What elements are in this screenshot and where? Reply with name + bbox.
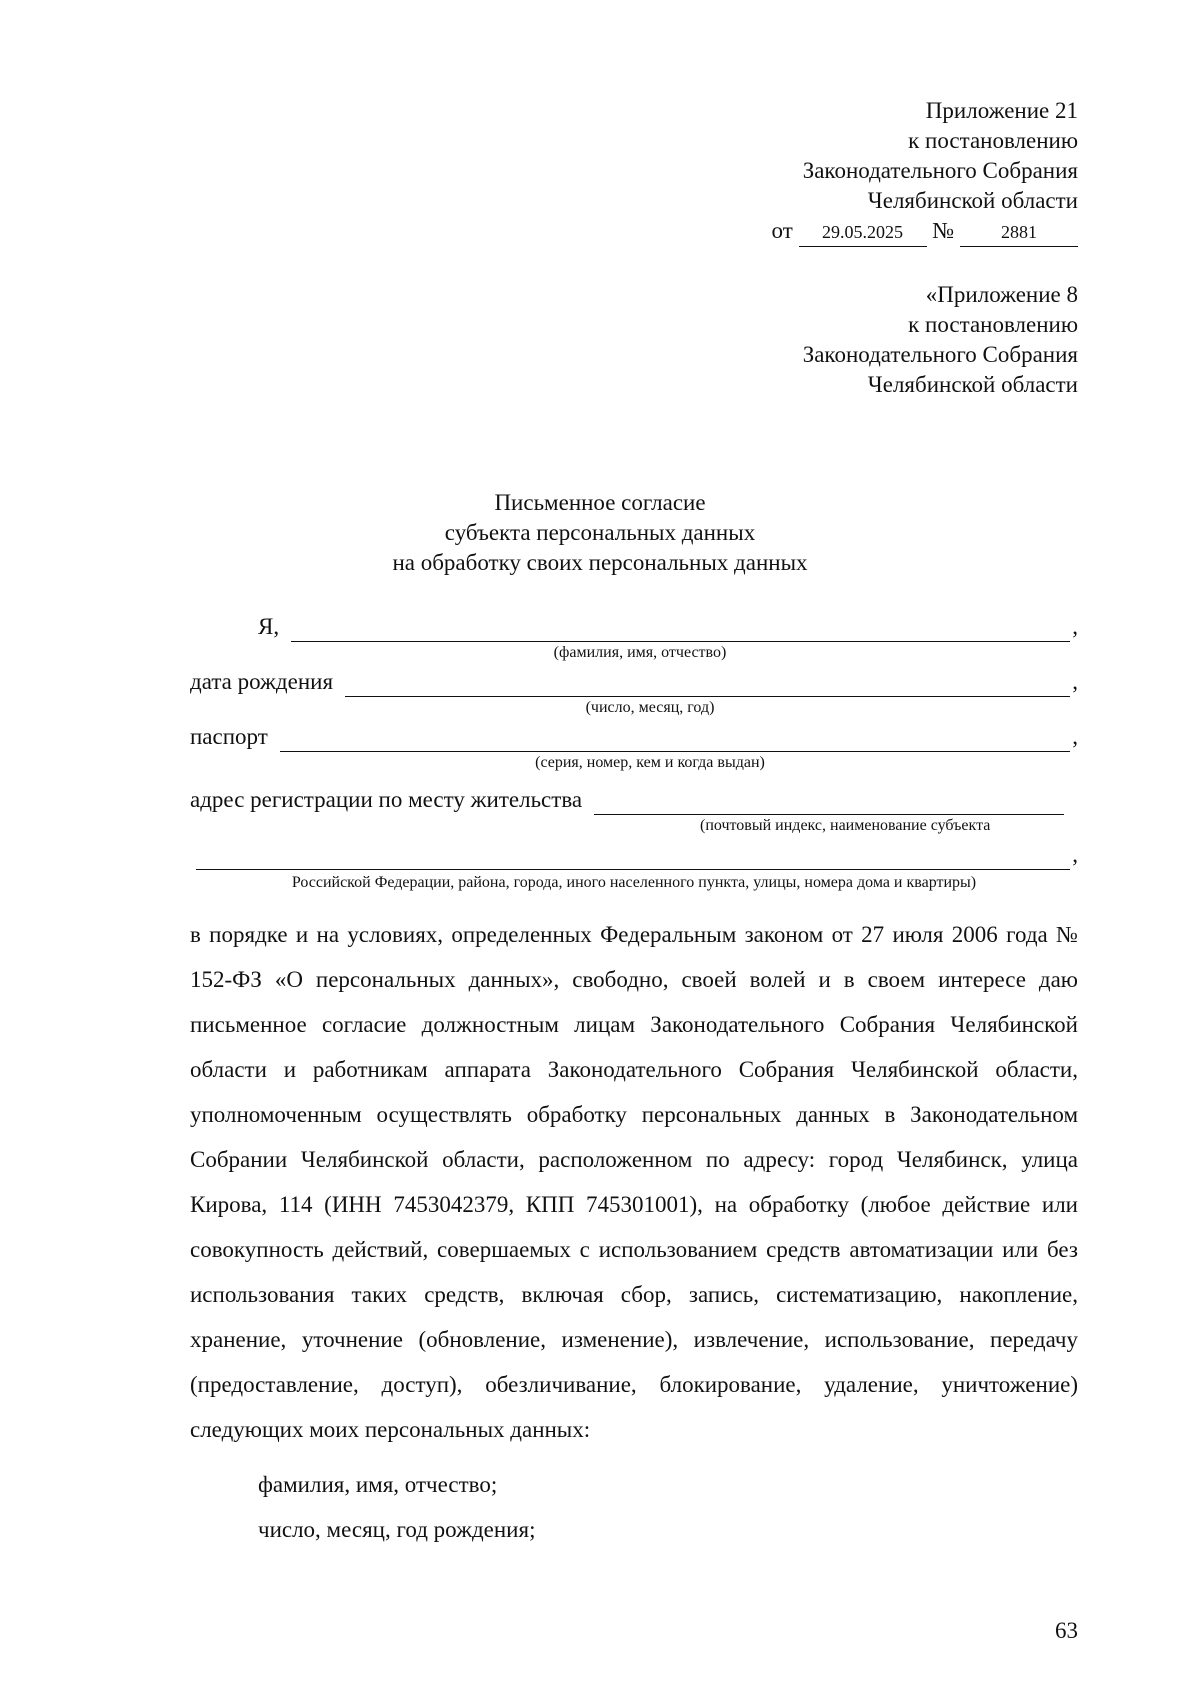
page-number: 63	[1055, 1618, 1078, 1643]
address-comma: ,	[1072, 842, 1078, 867]
passport-hint: (серия, номер, кем и когда выдан)	[535, 754, 765, 771]
address-hint-2: Российской Федерации, района, города, иного населенного пункта, улицы, номера дома и квартиры)	[291, 874, 977, 891]
original-line-2: к постановлению	[908, 312, 1078, 337]
name-label: Я,	[258, 614, 280, 639]
passport-comma: ,	[1072, 724, 1078, 749]
name-line[interactable]	[291, 619, 1070, 642]
document-title	[0, 488, 1200, 578]
address-hint-1: (почтовый индекс, наименование субъекта	[700, 817, 991, 834]
list-item: фамилия, имя, отчество;	[258, 1472, 498, 1497]
birth-date-label: дата рождения	[190, 669, 334, 694]
name-field[interactable]	[258, 612, 1078, 642]
address-label: адрес регистрации по месту жительства	[190, 787, 583, 812]
title-line-2: субъекта персональных данных	[444, 520, 756, 545]
appendix-line-1: Приложение 21	[925, 98, 1078, 123]
passport-field[interactable]	[190, 722, 1078, 752]
birth-date-line[interactable]	[345, 674, 1070, 697]
passport-label: паспорт	[190, 724, 268, 749]
birth-date-field[interactable]	[190, 667, 1078, 697]
appendix-line-2: к постановлению	[908, 128, 1078, 153]
birth-date-hint: (число, месяц, год)	[585, 699, 715, 716]
title-line-1: Письменное согласие	[494, 490, 706, 515]
original-appendix-header	[803, 280, 1078, 400]
passport-line[interactable]	[280, 729, 1070, 752]
consent-text: в порядке и на условиях, определенных Федеральным законом от 27 июля 2006 года № 152-ФЗ «О персональных данных», свободно, своей волей и в своем интересе даю письменное согласие должностным лицам Законодательного Собрания Челябинской области и работникам аппарата Законодательного Собрания Челябинской области, уполномоченным осуществлять обработку персональных данных в Законодательном Собрании Челябинской области, расположенном по адресу: город Челябинск, улица Кирова, 114 (ИНН 7453042379, КПП 745301001), на обработку (любое действие или совокупность действий, совершаемых с использованием средств автоматизации или без использования таких средств, включая сбор, запись, систематизацию, накопление, хранение, уточнение (обновление, изменение), извлечение, использование, передачу (предоставление, доступ), обезличивание, блокирование, удаление, уничтожение) следующих моих персональных данных:	[190, 922, 1078, 1442]
address-field-continued[interactable]	[196, 840, 1078, 870]
decree-date: 29.05.2025	[799, 222, 927, 247]
name-comma: ,	[1072, 614, 1078, 639]
original-line-4: Челябинской области	[867, 372, 1078, 397]
address-line-2[interactable]	[196, 847, 1070, 870]
appendix-header	[772, 96, 1078, 247]
decree-number: 2881	[960, 222, 1078, 247]
appendix-line-3: Законодательного Собрания	[802, 158, 1078, 183]
birth-date-comma: ,	[1072, 669, 1078, 694]
original-line-1: «Приложение 8	[925, 282, 1078, 307]
number-label: №	[932, 218, 955, 243]
address-line-1[interactable]	[594, 792, 1064, 815]
from-label: от	[771, 218, 793, 243]
list-item: число, месяц, год рождения;	[258, 1517, 536, 1542]
original-line-3: Законодательного Собрания	[802, 342, 1078, 367]
title-line-3: на обработку своих персональных данных	[392, 550, 808, 575]
name-hint: (фамилия, имя, отчество)	[553, 644, 727, 661]
appendix-line-4: Челябинской области	[867, 188, 1078, 213]
appendix-date-number-line	[772, 216, 1078, 247]
address-field[interactable]	[190, 785, 1064, 815]
consent-paragraph	[190, 912, 1078, 1452]
